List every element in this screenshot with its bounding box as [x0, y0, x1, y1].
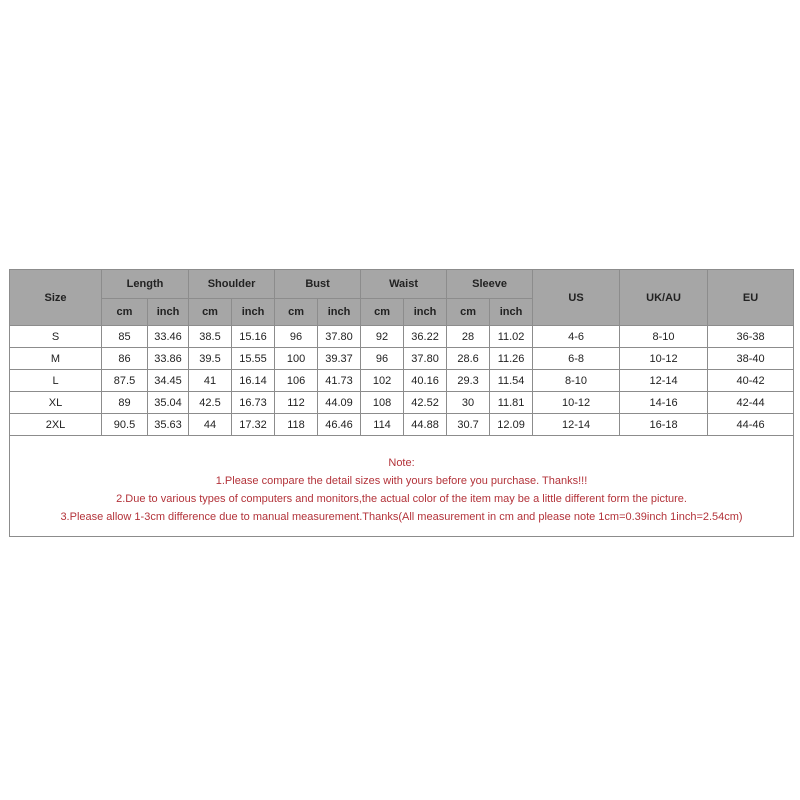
table-cell: 42.5	[189, 392, 232, 414]
table-cell: 100	[275, 348, 318, 370]
unit-header: inch	[404, 299, 447, 326]
table-cell: 102	[361, 370, 404, 392]
unit-header: cm	[102, 299, 148, 326]
table-cell: 41.73	[318, 370, 361, 392]
table-cell: 33.86	[148, 348, 189, 370]
table-row	[10, 392, 794, 414]
table-cell: 106	[275, 370, 318, 392]
size-cell: M	[10, 348, 102, 370]
size-header: Size	[10, 270, 102, 326]
table-cell: 46.46	[318, 414, 361, 436]
table-cell: 41	[189, 370, 232, 392]
unit-header: inch	[148, 299, 189, 326]
unit-header: cm	[361, 299, 404, 326]
table-cell: 42-44	[708, 392, 794, 414]
table-cell: 35.04	[148, 392, 189, 414]
table-cell: 4-6	[533, 326, 620, 348]
table-cell: 89	[102, 392, 148, 414]
table-row	[10, 370, 794, 392]
table-cell: 12.09	[490, 414, 533, 436]
notes-cell	[10, 436, 794, 537]
table-cell: 12-14	[533, 414, 620, 436]
table-cell: 96	[275, 326, 318, 348]
unit-header: cm	[275, 299, 318, 326]
unit-header: inch	[318, 299, 361, 326]
table-cell: 39.37	[318, 348, 361, 370]
table-cell: 11.02	[490, 326, 533, 348]
table-cell: 40.16	[404, 370, 447, 392]
eu-header: EU	[708, 270, 794, 326]
table-cell: 36-38	[708, 326, 794, 348]
table-cell: 10-12	[533, 392, 620, 414]
table-cell: 90.5	[102, 414, 148, 436]
table-cell: 28	[447, 326, 490, 348]
table-cell: 40-42	[708, 370, 794, 392]
table-cell: 37.80	[318, 326, 361, 348]
table-cell: 6-8	[533, 348, 620, 370]
note-line-3: 3.Please allow 1-3cm difference due to manual measurement.Thanks(All measurement in cm and please note 1cm=0.39inch 1inch=2.54cm)	[60, 511, 743, 523]
table-cell: 28.6	[447, 348, 490, 370]
table-cell: 108	[361, 392, 404, 414]
note-line-1: 1.Please compare the detail sizes with yours before you purchase. Thanks!!!	[215, 475, 588, 487]
table-cell: 29.3	[447, 370, 490, 392]
table-cell: 8-10	[533, 370, 620, 392]
table-cell: 85	[102, 326, 148, 348]
table-cell: 8-10	[620, 326, 708, 348]
table-cell: 87.5	[102, 370, 148, 392]
table-cell: 11.54	[490, 370, 533, 392]
table-cell: 38.5	[189, 326, 232, 348]
table-cell: 112	[275, 392, 318, 414]
table-cell: 33.46	[148, 326, 189, 348]
unit-header: inch	[490, 299, 533, 326]
table-cell: 34.45	[148, 370, 189, 392]
table-cell: 30	[447, 392, 490, 414]
table-cell: 114	[361, 414, 404, 436]
table-cell: 14-16	[620, 392, 708, 414]
bust-header: Bust	[275, 270, 361, 299]
table-row	[10, 348, 794, 370]
table-cell: 44-46	[708, 414, 794, 436]
size-table	[9, 269, 794, 537]
size-chart	[9, 269, 791, 531]
table-cell: 86	[102, 348, 148, 370]
size-cell: XL	[10, 392, 102, 414]
size-cell: S	[10, 326, 102, 348]
table-cell: 35.63	[148, 414, 189, 436]
table-cell: 11.81	[490, 392, 533, 414]
size-cell: 2XL	[10, 414, 102, 436]
table-cell: 12-14	[620, 370, 708, 392]
table-cell: 38-40	[708, 348, 794, 370]
table-row	[10, 414, 794, 436]
sleeve-header: Sleeve	[447, 270, 533, 299]
table-cell: 16.73	[232, 392, 275, 414]
ukau-header: UK/AU	[620, 270, 708, 326]
us-header: US	[533, 270, 620, 326]
size-table-body	[10, 326, 794, 436]
table-cell: 39.5	[189, 348, 232, 370]
table-cell: 30.7	[447, 414, 490, 436]
table-cell: 44.09	[318, 392, 361, 414]
table-cell: 96	[361, 348, 404, 370]
table-cell: 42.52	[404, 392, 447, 414]
note-line-2: 2.Due to various types of computers and monitors,the actual color of the item may be a little different form the picture.	[116, 493, 687, 505]
table-cell: 11.26	[490, 348, 533, 370]
waist-header: Waist	[361, 270, 447, 299]
table-cell: 16-18	[620, 414, 708, 436]
unit-header: cm	[189, 299, 232, 326]
size-cell: L	[10, 370, 102, 392]
table-cell: 15.16	[232, 326, 275, 348]
table-cell: 118	[275, 414, 318, 436]
table-cell: 36.22	[404, 326, 447, 348]
notes-row	[10, 436, 794, 537]
table-row	[10, 326, 794, 348]
table-cell: 15.55	[232, 348, 275, 370]
table-cell: 44	[189, 414, 232, 436]
shoulder-header: Shoulder	[189, 270, 275, 299]
table-cell: 17.32	[232, 414, 275, 436]
header-row-groups	[10, 270, 794, 299]
table-cell: 37.80	[404, 348, 447, 370]
table-cell: 10-12	[620, 348, 708, 370]
table-cell: 16.14	[232, 370, 275, 392]
unit-header: inch	[232, 299, 275, 326]
table-cell: 92	[361, 326, 404, 348]
note-title: Note:	[388, 457, 415, 469]
table-cell: 44.88	[404, 414, 447, 436]
length-header: Length	[102, 270, 189, 299]
unit-header: cm	[447, 299, 490, 326]
